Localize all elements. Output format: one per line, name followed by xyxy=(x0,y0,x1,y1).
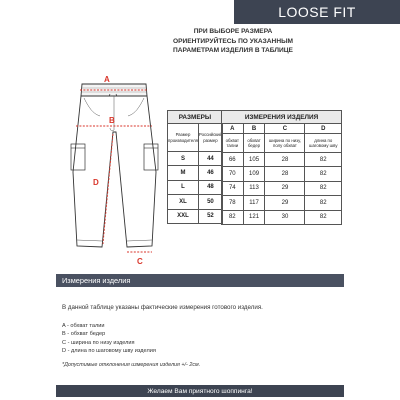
table-row xyxy=(222,153,342,167)
waist-value: 66 xyxy=(222,153,244,167)
maker-size: XXL xyxy=(168,209,199,223)
table-row xyxy=(168,166,223,180)
hip-value: 109 xyxy=(243,167,265,181)
fit-badge xyxy=(234,0,400,24)
table-row xyxy=(168,209,223,223)
hip-value: 105 xyxy=(243,153,265,167)
sizes-table-title: РАЗМЕРЫ xyxy=(168,111,223,124)
cargo-pants-diagram xyxy=(60,72,170,268)
russian-size: 48 xyxy=(198,180,222,194)
measurement-legend xyxy=(62,322,156,356)
label-b: B xyxy=(109,116,115,125)
table-description: В данной таблице указаны фактические измерения готового изделия. xyxy=(62,304,263,311)
hem-width-value: 28 xyxy=(265,167,305,181)
waist-value: 74 xyxy=(222,181,244,195)
russian-size: 46 xyxy=(198,166,222,180)
maker-size: L xyxy=(168,180,199,194)
measurements-table xyxy=(221,110,342,225)
inseam-header: длина по шаговому шву xyxy=(305,134,342,153)
col-letter-b: B xyxy=(243,124,265,134)
col-letter-a: A xyxy=(222,124,244,134)
maker-size-header: Размер производителя xyxy=(168,124,199,152)
inseam-value: 82 xyxy=(305,196,342,210)
intro-line-3: ПАРАМЕТРАМ ИЗДЕЛИЯ В ТАБЛИЦЕ xyxy=(173,47,293,54)
legend-item-a: A - обхват талии xyxy=(62,323,105,329)
legend-item-b: B - обхват бедер xyxy=(62,331,106,338)
table-row xyxy=(222,181,342,195)
hip-header: обхват бедер xyxy=(243,134,265,153)
waist-value: 82 xyxy=(222,210,244,224)
inseam-value: 82 xyxy=(305,167,342,181)
label-c: C xyxy=(137,257,143,266)
label-d: D xyxy=(93,178,99,187)
hip-value: 113 xyxy=(243,181,265,195)
intro-line-1: ПРИ ВЫБОРЕ РАЗМЕРА xyxy=(193,28,273,35)
tolerance-note: *Допустимые отклонения измерения изделия +/- 2см. xyxy=(62,362,201,368)
hem-width-value: 30 xyxy=(265,210,305,224)
label-a: A xyxy=(104,75,110,84)
footer-text: Желаем Вам приятного шоппинга! xyxy=(147,387,253,395)
waist-value: 78 xyxy=(222,196,244,210)
section-title: Измерения изделия xyxy=(62,276,131,285)
hem-width-value: 29 xyxy=(265,181,305,195)
table-row xyxy=(168,152,223,166)
measurements-table-title: ИЗМЕРЕНИЯ ИЗДЕЛИЯ xyxy=(222,111,342,124)
hip-value: 117 xyxy=(243,196,265,210)
waist-value: 70 xyxy=(222,167,244,181)
maker-size: M xyxy=(168,166,199,180)
russian-size: 44 xyxy=(198,152,222,166)
russian-size-header: Российский размер xyxy=(198,124,222,152)
maker-size: S xyxy=(168,152,199,166)
intro-line-2: ОРИЕНТИРУЙТЕСЬ ПО УКАЗАННЫМ xyxy=(172,37,294,45)
hem-width-value: 28 xyxy=(265,153,305,167)
sizes-table xyxy=(167,110,223,224)
table-row xyxy=(168,195,223,209)
section-header xyxy=(56,274,344,287)
russian-size: 52 xyxy=(198,209,222,223)
table-row xyxy=(222,210,342,224)
russian-size: 50 xyxy=(198,195,222,209)
table-row xyxy=(222,196,342,210)
col-letter-c: C xyxy=(265,124,305,134)
table-row xyxy=(168,180,223,194)
hem-width-value: 29 xyxy=(265,196,305,210)
col-letter-d: D xyxy=(305,124,342,134)
inseam-value: 82 xyxy=(305,210,342,224)
hip-value: 121 xyxy=(243,210,265,224)
footer-banner xyxy=(56,385,344,397)
fit-label: LOOSE FIT xyxy=(278,4,356,20)
maker-size: XL xyxy=(168,195,199,209)
hem-width-header: ширина по низу, полу обхват xyxy=(265,134,305,153)
legend-item-d: D - длина по шаговому шву изделия xyxy=(62,348,156,355)
waist-header: обхват талии xyxy=(222,134,244,153)
inseam-value: 82 xyxy=(305,153,342,167)
size-guidance-text xyxy=(118,27,348,56)
inseam-value: 82 xyxy=(305,181,342,195)
table-row xyxy=(222,167,342,181)
legend-item-c: C - ширина по низу изделия xyxy=(62,339,135,346)
